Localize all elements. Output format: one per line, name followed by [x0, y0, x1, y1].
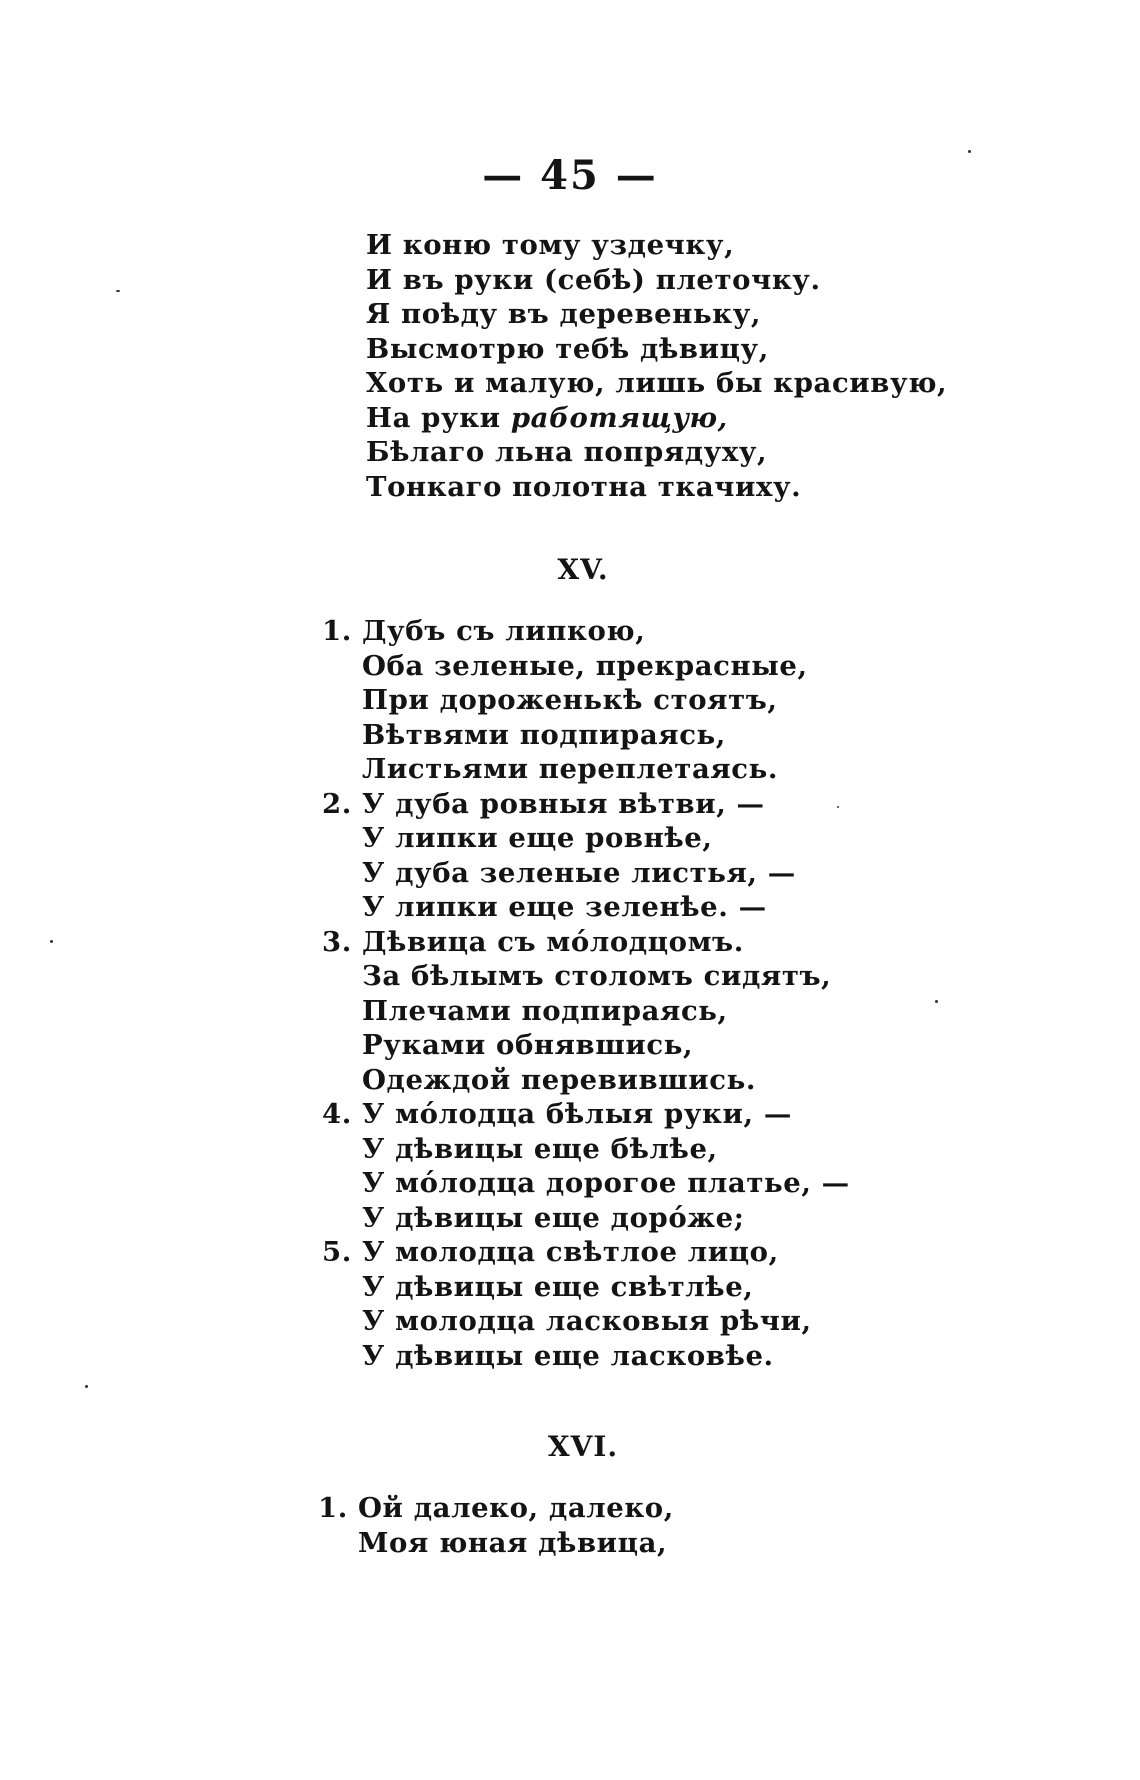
verse-text: У дѣвицы еще доро́же; [362, 1201, 745, 1234]
verse-text: У дѣвицы еще бѣлѣе, [362, 1132, 718, 1165]
verse-text: У дуба ровныя вѣтви, — [362, 787, 765, 820]
verse-line [322, 1235, 850, 1270]
verse-line [322, 787, 850, 822]
verse-line [322, 683, 850, 718]
verse-line [318, 1491, 674, 1526]
verse-line [322, 1132, 850, 1167]
verse-line [322, 718, 850, 753]
verse-line [322, 1270, 850, 1305]
verse-line [322, 1201, 850, 1236]
verse-line [322, 856, 850, 891]
verse-line: И въ руки (себѣ) плеточку. [366, 263, 821, 296]
verse-line [322, 959, 850, 994]
verse-line [322, 890, 850, 925]
scan-speck [116, 290, 120, 292]
page-number: — 45 — [482, 152, 658, 199]
verse-text: У молодца ласковыя рѣчи, [362, 1305, 812, 1337]
verse-line: Я поѣду въ деревеньку, [366, 298, 762, 330]
verse-text: Дѣвица съ мо́лодцомъ. [362, 925, 744, 958]
verse-text: У дѣвицы еще свѣтлѣе, [362, 1270, 754, 1303]
verse-line [322, 1028, 850, 1063]
verse-text: У мо́лодца бѣлыя руки, — [362, 1098, 792, 1130]
verse-line [322, 649, 850, 684]
scan-speck [85, 1385, 88, 1388]
verse-line [322, 1304, 850, 1339]
scan-speck [968, 150, 971, 153]
verse-line [322, 614, 850, 649]
verse-xv [322, 614, 850, 1373]
verse-line [322, 1097, 850, 1132]
verse-line [366, 401, 947, 436]
verse-line [322, 1166, 850, 1201]
intro-verse [366, 228, 947, 504]
verse-text: У молодца свѣтлое лицо, [362, 1236, 779, 1268]
verse-text: Плечами подпираясь, [362, 994, 728, 1027]
stanza-number: 2. [322, 787, 352, 820]
verse-text: У липки еще ровнѣе, [362, 822, 713, 854]
scan-speck [935, 1000, 938, 1003]
verse-line [322, 752, 850, 787]
verse-text: У дѣвицы еще ласковѣе. [362, 1339, 774, 1372]
verse-text: Листьями переплетаясь. [362, 753, 779, 785]
stanza-number: 3. [322, 925, 352, 958]
verse-text: У липки еще зеленѣе. — [362, 891, 767, 923]
verse-text: Оба зеленые, прекрасные, [362, 649, 808, 682]
verse-line: Бѣлаго льна попрядуху, [366, 436, 768, 468]
verse-line: И коню тому уздечку, [366, 229, 735, 261]
verse-text: Одеждой перевившись. [362, 1063, 757, 1096]
verse-text: Дубъ съ липкою, [362, 615, 646, 647]
verse-text: Руками обнявшись, [362, 1029, 694, 1061]
verse-text: Ой далеко, далеко, [358, 1492, 674, 1524]
verse-line: Тонкаго полотна ткачиху. [366, 470, 802, 503]
verse-text: У дуба зеленые листья, — [362, 856, 796, 889]
section-heading-xv: XV. [557, 553, 609, 586]
verse-line: Хоть и малую, лишь бы красивую, [366, 367, 948, 399]
section-heading-xvi: XVI. [547, 1430, 619, 1463]
verse-line [322, 1063, 850, 1098]
stanza-number: 1. [322, 615, 352, 647]
verse-line: Высмотрю тебѣ дѣвицу, [366, 332, 769, 365]
stanza-number: 1. [318, 1492, 348, 1524]
verse-line-start: На руки [366, 401, 511, 434]
italic-word: работящую, [510, 401, 728, 434]
verse-text: У мо́лодца дорогое платье, — [362, 1167, 850, 1199]
scan-speck [837, 806, 839, 808]
verse-line [322, 821, 850, 856]
verse-line [322, 994, 850, 1029]
verse-text: Вѣтвями подпираясь, [362, 718, 726, 751]
verse-text: За бѣлымъ столомъ сидятъ, [362, 960, 832, 992]
verse-line [322, 925, 850, 960]
verse-line [318, 1526, 674, 1561]
stanza-number: 5. [322, 1236, 352, 1268]
verse-xvi [318, 1491, 674, 1560]
verse-text: При дороженькѣ стоятъ, [362, 684, 778, 716]
scan-speck [50, 940, 53, 943]
stanza-number: 4. [322, 1098, 352, 1130]
verse-text: Моя юная дѣвица, [358, 1526, 668, 1559]
verse-line [322, 1339, 850, 1374]
